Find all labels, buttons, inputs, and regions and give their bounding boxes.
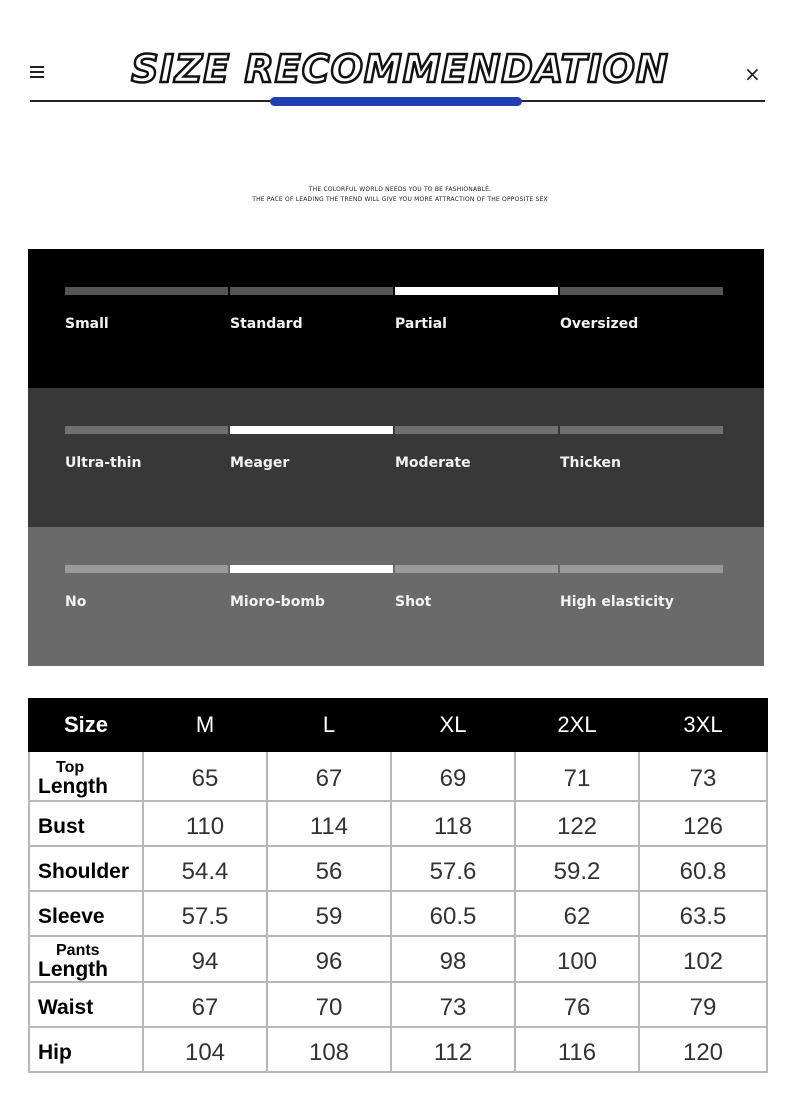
scale-bar <box>230 287 393 295</box>
table-cell: 120 <box>639 1027 767 1072</box>
table-cell: 112 <box>391 1027 515 1072</box>
column-header: XL <box>391 699 515 751</box>
scale-bar <box>395 426 558 434</box>
table-row <box>29 982 767 1027</box>
table-cell: 98 <box>391 936 515 982</box>
scale-bar <box>560 426 723 434</box>
table-cell: 118 <box>391 801 515 846</box>
scale-option-label: Moderate <box>395 455 471 471</box>
page-title: SIZE RECOMMENDATION <box>131 47 669 91</box>
hamburger-menu-icon[interactable] <box>30 66 44 78</box>
table-header-row <box>29 699 767 751</box>
elasticity-scale-panel <box>28 527 764 666</box>
slogan-line-2: THE PACE OF LEADING THE TREND WILL GIVE YOU MORE ATTRACTION OF THE OPPOSITE SEX <box>252 196 548 203</box>
row-label: Shoulder <box>29 846 143 891</box>
table-cell: 60.8 <box>639 846 767 891</box>
table-row <box>29 1027 767 1072</box>
table-cell: 62 <box>515 891 639 936</box>
close-icon[interactable]: × <box>744 62 761 86</box>
size-chart-table <box>28 698 768 1073</box>
column-header: 3XL <box>639 699 767 751</box>
table-cell: 108 <box>267 1027 391 1072</box>
table-cell: 114 <box>267 801 391 846</box>
scale-bar <box>395 287 558 295</box>
table-cell: 59 <box>267 891 391 936</box>
table-cell: 57.5 <box>143 891 267 936</box>
scale-option <box>65 565 228 611</box>
scale-option <box>395 287 558 333</box>
scale-bar <box>560 287 723 295</box>
scale-option-label: High elasticity <box>560 594 674 610</box>
row-label-text: Length <box>38 958 108 981</box>
row-label: Hip <box>29 1027 143 1072</box>
scale-option <box>560 426 723 472</box>
scale-option-label: Partial <box>395 316 447 332</box>
table-row <box>29 891 767 936</box>
row-label <box>29 936 143 982</box>
table-cell: 116 <box>515 1027 639 1072</box>
row-label: Sleeve <box>29 891 143 936</box>
column-header: 2XL <box>515 699 639 751</box>
table-cell: 76 <box>515 982 639 1027</box>
table-cell: 54.4 <box>143 846 267 891</box>
table-row <box>29 846 767 891</box>
scale-option <box>560 565 723 611</box>
table-cell: 57.6 <box>391 846 515 891</box>
column-header: Size <box>29 699 143 751</box>
scale-bar <box>395 565 558 573</box>
table-row <box>29 751 767 801</box>
table-cell: 60.5 <box>391 891 515 936</box>
fit-scale-panel <box>28 249 764 388</box>
column-header: M <box>143 699 267 751</box>
table-cell: 126 <box>639 801 767 846</box>
row-label-prefix: Top <box>56 759 85 776</box>
table-cell: 67 <box>267 751 391 801</box>
header-accent-bar <box>270 97 522 106</box>
scale-option-label: Shot <box>395 594 432 610</box>
scale-option-label: Oversized <box>560 316 639 332</box>
table-cell: 70 <box>267 982 391 1027</box>
table-cell: 122 <box>515 801 639 846</box>
row-label-prefix: Pants <box>56 942 100 959</box>
table-cell: 67 <box>143 982 267 1027</box>
table-cell: 65 <box>143 751 267 801</box>
row-label <box>29 751 143 801</box>
row-label-text: Length <box>38 775 108 798</box>
scale-option <box>230 565 393 611</box>
scale-option <box>65 426 228 472</box>
table-cell: 100 <box>515 936 639 982</box>
table-cell: 96 <box>267 936 391 982</box>
table-cell: 59.2 <box>515 846 639 891</box>
table-cell: 79 <box>639 982 767 1027</box>
table-cell: 94 <box>143 936 267 982</box>
table-row <box>29 801 767 846</box>
row-label: Bust <box>29 801 143 846</box>
scale-option <box>230 287 393 333</box>
column-header: L <box>267 699 391 751</box>
table-cell: 102 <box>639 936 767 982</box>
scale-bar <box>230 565 393 573</box>
scale-bar <box>65 426 228 434</box>
scale-option-label: Thicken <box>560 455 622 471</box>
table-cell: 63.5 <box>639 891 767 936</box>
table-cell: 71 <box>515 751 639 801</box>
header <box>0 0 790 120</box>
scale-option-label: No <box>65 594 87 610</box>
table-cell: 73 <box>639 751 767 801</box>
table-cell: 56 <box>267 846 391 891</box>
scale-bar <box>560 565 723 573</box>
scale-option-label: Meager <box>230 455 290 471</box>
scale-option <box>395 426 558 472</box>
slogan-line-1: THE COLORFUL WORLD NEEDS YOU TO BE FASHIONABLE. <box>308 186 492 193</box>
scale-option <box>560 287 723 333</box>
table-cell: 104 <box>143 1027 267 1072</box>
scale-option-label: Ultra-thin <box>65 455 142 471</box>
table-row <box>29 936 767 982</box>
thickness-scale-panel <box>28 388 764 527</box>
slogan <box>150 185 650 205</box>
scale-option <box>65 287 228 333</box>
scale-option-label: Mioro-bomb <box>230 594 325 610</box>
scale-option-label: Standard <box>230 316 303 332</box>
scale-option <box>395 565 558 611</box>
scale-bar <box>65 565 228 573</box>
scale-option-label: Small <box>65 316 109 332</box>
table-cell: 69 <box>391 751 515 801</box>
table-cell: 73 <box>391 982 515 1027</box>
row-label: Waist <box>29 982 143 1027</box>
scale-bar <box>230 426 393 434</box>
scale-option <box>230 426 393 472</box>
scale-bar <box>65 287 228 295</box>
table-cell: 110 <box>143 801 267 846</box>
